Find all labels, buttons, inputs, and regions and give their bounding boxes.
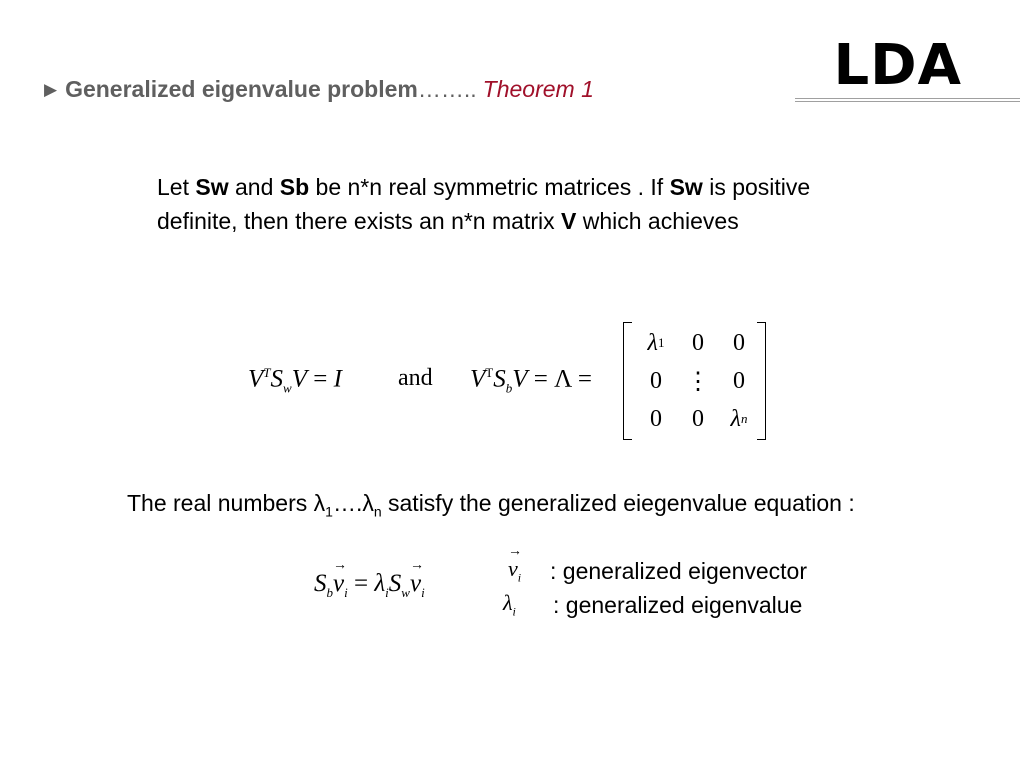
- subscript-n: n: [740, 411, 748, 426]
- math-identity: I: [333, 365, 342, 393]
- matrix-grid: [635, 324, 759, 438]
- text: ….λ: [332, 490, 374, 516]
- subscript-1: 1: [657, 335, 665, 350]
- math-s: S: [388, 570, 402, 597]
- matrix-cell: 0: [692, 405, 704, 432]
- text: Let: [157, 174, 196, 200]
- matrix-cell: [719, 400, 759, 438]
- math-superscript-t: T: [485, 365, 494, 380]
- math-v: V: [248, 365, 264, 393]
- text: The real numbers λ: [127, 490, 326, 516]
- equation-vtswv: [248, 365, 342, 396]
- math-lambda: λ: [503, 590, 513, 615]
- math-lambda: λ: [374, 570, 386, 597]
- symbol-sb: Sb: [279, 174, 310, 200]
- math-subscript-i: i: [385, 585, 389, 600]
- bullet-icon: ▶: [44, 80, 58, 99]
- legend-lambda-symbol: [503, 590, 516, 619]
- slide-title: LDA: [833, 33, 962, 98]
- text: which achieves: [576, 208, 739, 234]
- matrix-cell: ⋮: [686, 368, 710, 395]
- math-v: V: [470, 365, 486, 393]
- math-equals: =: [306, 365, 334, 393]
- subtitle-ellipsis: ……..: [417, 76, 477, 102]
- matrix-cell: 0: [650, 367, 662, 394]
- math-subscript-i: i: [517, 570, 522, 585]
- real-numbers-text: [127, 486, 917, 529]
- lambda-symbol: λ: [647, 329, 658, 356]
- math-s: S: [493, 365, 506, 393]
- theorem-label: Theorem 1: [482, 76, 594, 102]
- math-v: V: [291, 365, 307, 393]
- legend-eigenvalue-def: : generalized eigenvalue: [553, 592, 803, 618]
- math-vector-v: → v: [410, 570, 421, 598]
- text: is positive definite, then there exists an n*n matrix: [157, 174, 811, 234]
- lambda-symbol: λ: [730, 405, 741, 432]
- title-rule: [795, 98, 1020, 102]
- equation-connector: and: [398, 365, 433, 391]
- matrix-cell: 0: [650, 405, 662, 432]
- legend-vector-symbol: [508, 556, 521, 585]
- legend-eigenvector-def: : generalized eigenvector: [550, 558, 807, 584]
- math-s: S: [314, 570, 327, 597]
- math-v: V: [512, 365, 528, 393]
- math-equals-lambda: = Λ =: [527, 365, 592, 393]
- math-subscript-b: b: [505, 380, 513, 396]
- theorem-statement: [157, 170, 897, 238]
- math-superscript-t: T: [263, 365, 271, 380]
- math-subscript-i: i: [421, 585, 425, 600]
- matrix-cell: 0: [733, 329, 745, 356]
- text: and: [228, 174, 280, 200]
- text: satisfy the generalized eiegenvalue equation :: [381, 490, 855, 516]
- math-subscript-i: i: [512, 604, 516, 619]
- diagonal-matrix: [623, 322, 766, 440]
- matrix-cell: [635, 324, 677, 362]
- matrix-cell: 0: [692, 329, 704, 356]
- math-s: S: [270, 365, 284, 393]
- subscript-n: n: [373, 503, 382, 520]
- subtitle-line: [44, 73, 594, 108]
- left-bracket: [623, 322, 632, 440]
- matrix-cell: 0: [733, 367, 745, 394]
- math-subscript-b: b: [326, 585, 333, 600]
- math-subscript-i: i: [344, 585, 348, 600]
- math-subscript-w: w: [283, 380, 292, 396]
- equation-generalized-eigen: [314, 570, 425, 601]
- math-vector-v: → v: [508, 556, 518, 582]
- symbol-sw: Sw: [195, 174, 229, 200]
- text: be n*n real symmetric matrices . If: [309, 174, 670, 200]
- subtitle-heading: Generalized eigenvalue problem: [65, 76, 418, 102]
- math-equals: =: [347, 570, 375, 597]
- math-vector-v: → v: [333, 570, 344, 598]
- subscript-1: 1: [325, 503, 333, 520]
- equation-vtsbv: [470, 365, 592, 396]
- math-subscript-w: w: [401, 585, 410, 600]
- symbol-v: V: [561, 208, 577, 234]
- symbol-sw: Sw: [669, 174, 703, 200]
